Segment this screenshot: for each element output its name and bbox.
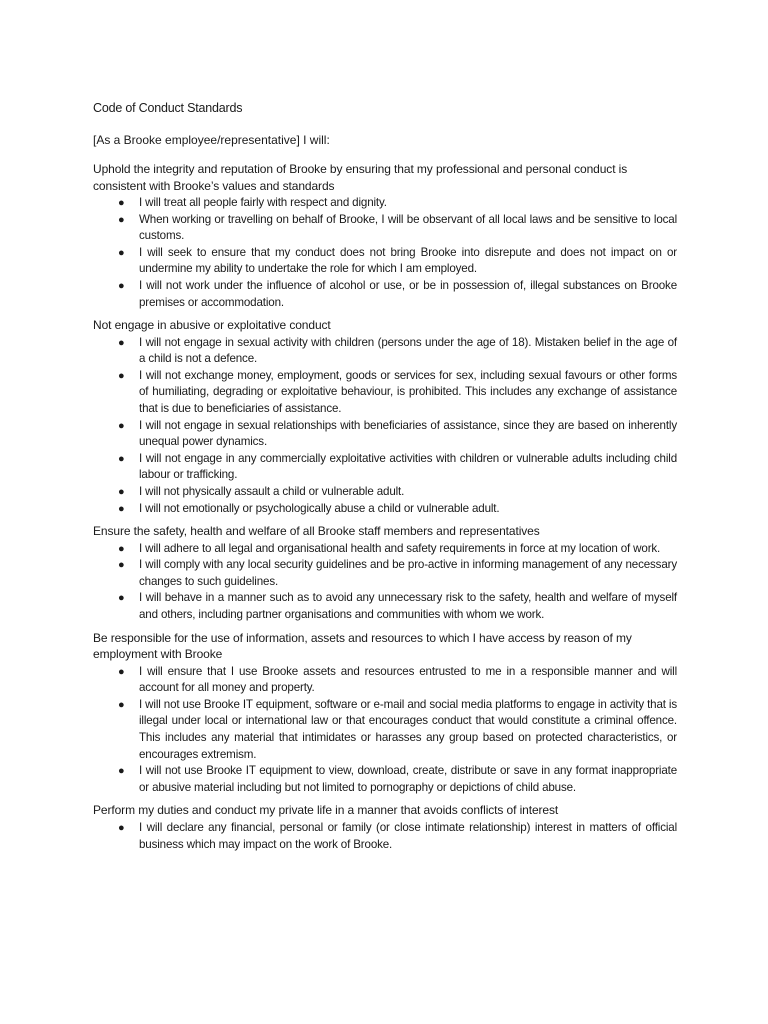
list-item [93, 697, 677, 763]
list-item [93, 557, 677, 590]
list-item-text: I will not use Brooke IT equipment to view, download, create, distribute or save in any format inappropriate or abusive material including but not limited to pornography or depictions of child abuse. [139, 764, 677, 794]
section-conflicts-of-interest [93, 802, 677, 853]
bullet-icon: ● [118, 452, 125, 465]
bullet-list [93, 664, 677, 797]
list-item-text: I will not engage in any commercially exploitative activities with children or vulnerable adults including child labour or trafficking. [139, 451, 677, 482]
list-item [93, 195, 677, 212]
section-heading: Uphold the integrity and reputation of Brooke by ensuring that my professional and personal conduct is consistent with Brooke’s values and standards [93, 162, 628, 193]
list-item-text: I will not work under the influence of alcohol or use, or be in possession of, illegal substances on Brooke premises or accommodation. [139, 278, 677, 309]
list-item-text: I will ensure that I use Brooke assets and resources entrusted to me in a responsible manner and will account for all money and property. [139, 664, 677, 695]
list-item [93, 541, 677, 558]
list-item [93, 664, 677, 697]
list-item [93, 501, 677, 518]
document-intro: [As a Brooke employee/representative] I will: [93, 133, 330, 147]
section-heading: Not engage in abusive or exploitative conduct [93, 318, 331, 333]
list-item [93, 451, 677, 484]
list-item [93, 212, 677, 245]
list-item-text: I will comply with any local security guidelines and be pro-active in informing management of any necessary changes to such guidelines. [139, 558, 677, 588]
list-item-text: I will not engage in sexual relationships with beneficiaries of assistance, since they are based on inherently unequal power dynamics. [139, 418, 677, 449]
bullet-list [93, 335, 677, 518]
bullet-icon: ● [118, 279, 125, 292]
list-item-text: I will declare any financial, personal or family (or close intimate relationship) interest in matters of official business which may impact on the work of Brooke. [139, 820, 677, 851]
list-item-text: I will seek to ensure that my conduct does not bring Brooke into disrepute and does not impact on or undermine my ability to undertake the role for which I am employed. [139, 245, 677, 276]
list-item-text: I will treat all people fairly with respect and dignity. [139, 196, 387, 209]
list-item [93, 484, 677, 501]
document-page [93, 100, 677, 859]
list-item-text: When working or travelling on behalf of Brooke, I will be observant of all local laws and be sensitive to local customs. [139, 212, 677, 243]
bullet-icon: ● [118, 542, 125, 555]
section-safety-health-welfare [93, 523, 677, 623]
bullet-icon: ● [118, 698, 125, 711]
section-heading: Be responsible for the use of information, assets and resources to which I have access by reason of my employment with Brooke [93, 630, 632, 662]
bullet-icon: ● [118, 765, 125, 778]
list-item [93, 278, 677, 311]
bullet-icon: ● [118, 336, 125, 349]
bullet-icon: ● [118, 246, 125, 259]
list-item-text: I will not emotionally or psychologically abuse a child or vulnerable adult. [139, 501, 500, 515]
bullet-icon: ● [118, 821, 125, 834]
list-item [93, 820, 677, 853]
list-item [93, 368, 677, 418]
bullet-icon: ● [118, 419, 125, 432]
list-item-text: I will not exchange money, employment, goods or services for sex, including sexual favours or other forms of humiliating, degrading or exploitative behaviour, is prohibited. This includes any exchange of assistance that is due to beneficiaries of assistance. [139, 368, 677, 416]
list-item [93, 763, 677, 796]
bullet-icon: ● [118, 197, 125, 209]
list-item [93, 335, 677, 368]
bullet-icon: ● [118, 559, 125, 572]
list-item [93, 245, 677, 278]
section-abusive-conduct [93, 317, 677, 517]
section-heading: Perform my duties and conduct my private life in a manner that avoids conflicts of interest [93, 803, 559, 818]
list-item-text: I will not use Brooke IT equipment, software or e-mail and social media platforms to engage in activity that is illegal under local or international law or that encourages conduct that would constitute a criminal offence. This includes any material that intimidates or harasses any group based on protected characteristics, or encourages extremism. [139, 697, 677, 761]
bullet-list [93, 195, 677, 311]
section-information-assets [93, 630, 677, 797]
list-item [93, 590, 677, 623]
section-heading: Ensure the safety, health and welfare of all Brooke staff members and representatives [93, 524, 540, 539]
list-item [93, 418, 677, 451]
section-uphold-integrity [93, 161, 677, 311]
bullet-icon: ● [118, 665, 125, 678]
bullet-icon: ● [118, 502, 125, 515]
list-item-text: I will adhere to all legal and organisational health and safety requirements in force at my location of work. [139, 541, 661, 555]
bullet-icon: ● [118, 486, 125, 498]
document-title: Code of Conduct Standards [93, 101, 243, 115]
bullet-list [93, 820, 677, 853]
bullet-icon: ● [118, 369, 125, 382]
bullet-icon: ● [118, 213, 125, 226]
list-item-text: I will not engage in sexual activity with children (persons under the age of 18). Mistaken belief in the age of a child is not a defence. [139, 335, 677, 366]
bullet-list [93, 541, 677, 624]
list-item-text: I will behave in a manner such as to avoid any unnecessary risk to the safety, health and welfare of myself and others, including partner organisations and communities with whom we work. [139, 591, 677, 622]
list-item-text: I will not physically assault a child or vulnerable adult. [139, 485, 405, 498]
bullet-icon: ● [118, 592, 125, 605]
